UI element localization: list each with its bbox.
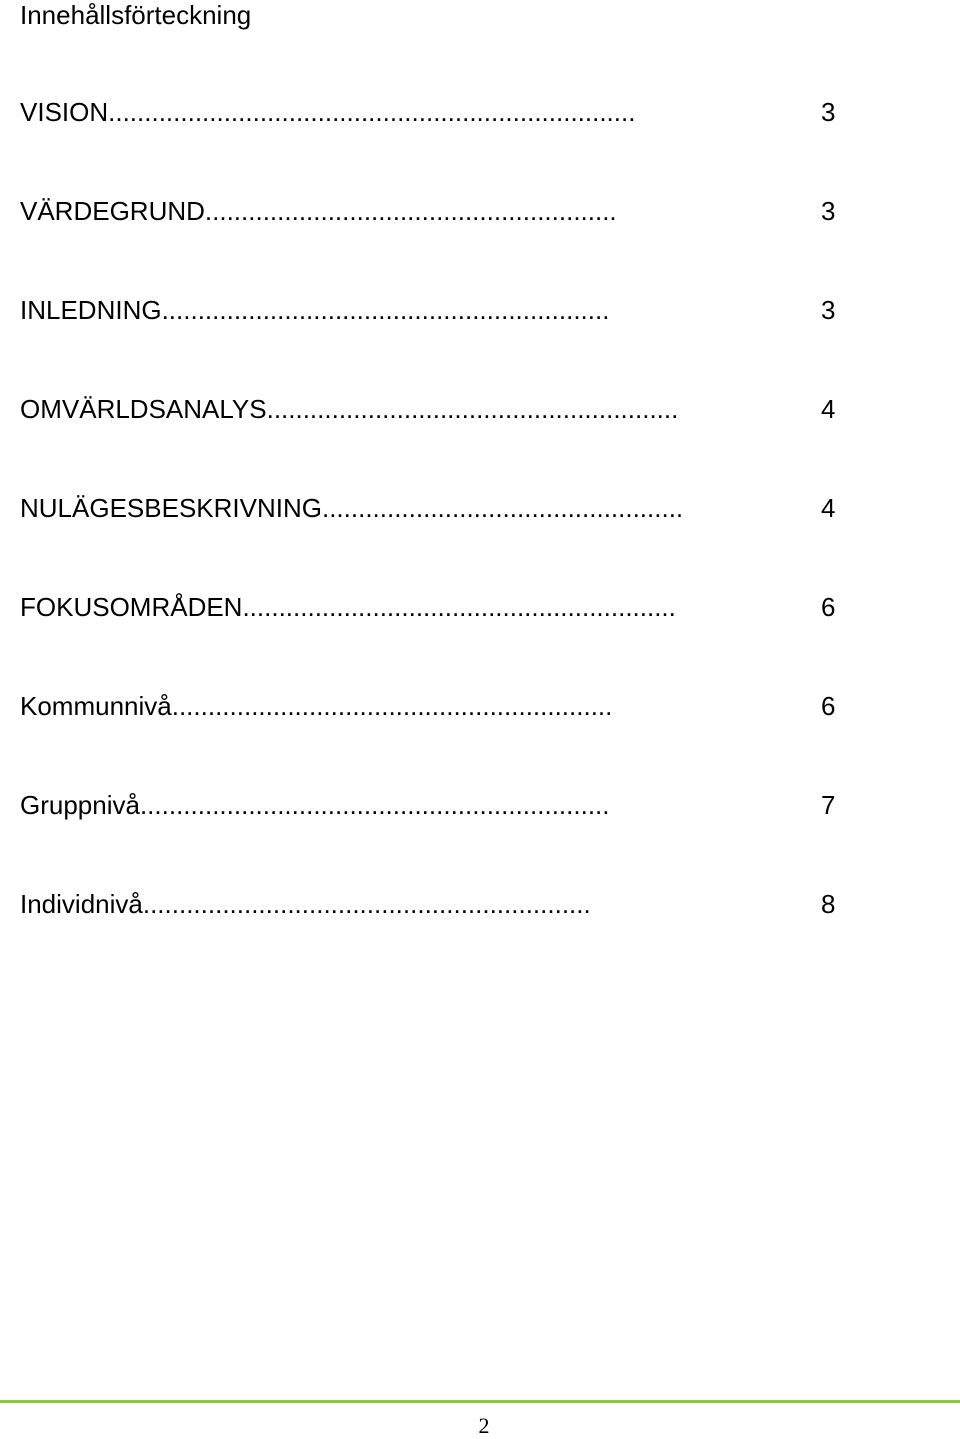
toc-entry-title: INLEDNING..............................................................: [20, 295, 610, 325]
toc-entry-page-number: 4: [821, 394, 836, 424]
toc-entry-title: NULÄGESBESKRIVNING..................................................: [20, 493, 684, 523]
toc-entry-title: VISION.........................................................................: [20, 97, 636, 127]
toc-entry-inledning[interactable]: [20, 293, 840, 392]
toc-entry-vision[interactable]: [20, 95, 840, 194]
toc-entry-nulagesbeskrivning[interactable]: [20, 491, 840, 590]
toc-entry-omvarldsanalys[interactable]: [20, 392, 840, 491]
toc-entry-individniva[interactable]: [20, 887, 840, 986]
toc-entry-page-number: 4: [821, 493, 836, 523]
toc-entry-page-number: 3: [821, 97, 836, 127]
toc-entry-title: FOKUSOMRÅDEN............................................................: [20, 592, 676, 622]
toc-entry-title: Gruppnivå.................................................................: [20, 790, 610, 820]
toc-entry-page-number: 6: [821, 691, 836, 721]
page-number: 2: [478, 1413, 490, 1438]
toc-heading: Innehållsförteckning: [20, 0, 252, 30]
toc-entry-kommunniva[interactable]: [20, 689, 840, 788]
toc-entry-title: OMVÄRLDSANALYS.........................................................: [20, 394, 679, 424]
toc-entry-title: Kommunnivå.............................................................: [20, 691, 613, 721]
toc-entry-vardegrund[interactable]: [20, 194, 840, 293]
toc-entry-gruppniva[interactable]: [20, 788, 840, 887]
toc-list: [20, 95, 840, 986]
footer-divider: [0, 1400, 960, 1403]
toc-entry-page-number: 3: [821, 196, 836, 226]
toc-entry-page-number: 8: [821, 889, 836, 919]
toc-entry-fokusomraden[interactable]: [20, 590, 840, 689]
toc-entry-title: Individnivå..............................................................: [20, 889, 591, 919]
toc-entry-page-number: 7: [821, 790, 836, 820]
toc-entry-page-number: 3: [821, 295, 836, 325]
toc-entry-page-number: 6: [821, 592, 836, 622]
toc-entry-title: VÄRDEGRUND.........................................................: [20, 196, 617, 226]
